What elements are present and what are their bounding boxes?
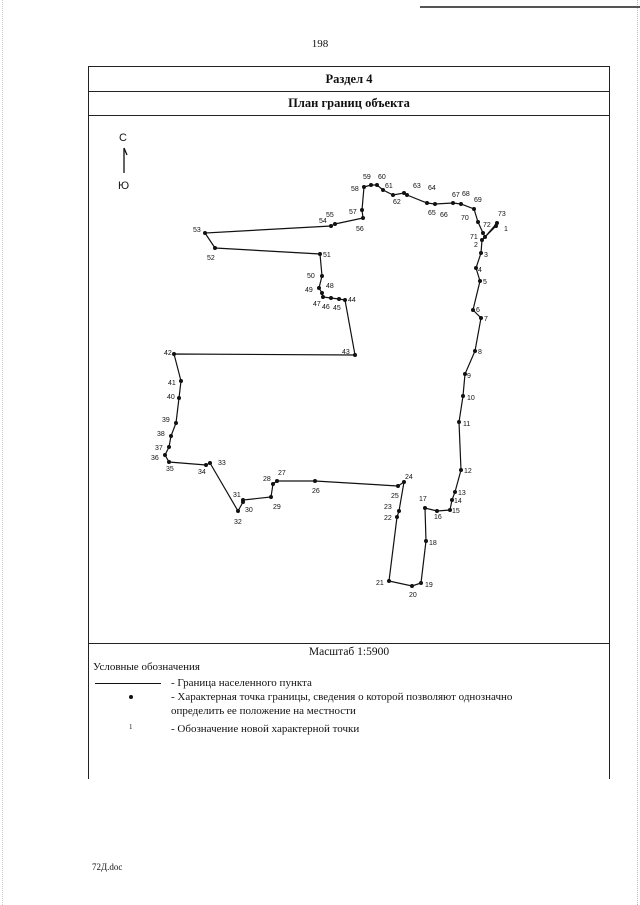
- point-label-53: 53: [193, 227, 201, 234]
- boundary-point-47: [321, 295, 325, 299]
- boundary-point-34: [204, 463, 208, 467]
- boundary-point-64: [405, 193, 409, 197]
- point-label-54: 54: [319, 218, 327, 225]
- boundary-point-51: [318, 252, 322, 256]
- boundary-point-43: [353, 353, 357, 357]
- point-label-32: 32: [234, 519, 242, 526]
- boundary-point-31: [241, 500, 245, 504]
- point-label-21: 21: [376, 580, 384, 587]
- point-label-72: 72: [483, 222, 491, 229]
- boundary-point-36: [163, 453, 167, 457]
- point-label-26: 26: [312, 488, 320, 495]
- point-label-56: 56: [356, 226, 364, 233]
- boundary-point-54: [329, 224, 333, 228]
- legend-title: Условные обозначения: [93, 661, 200, 673]
- point-label-36: 36: [151, 455, 159, 462]
- point-label-63: 63: [413, 183, 421, 190]
- point-label-64: 64: [428, 185, 436, 192]
- point-label-44: 44: [348, 297, 356, 304]
- point-label-60: 60: [378, 174, 386, 181]
- point-label-30: 30: [245, 507, 253, 514]
- point-label-13: 13: [458, 490, 466, 497]
- boundary-point-19: [419, 581, 423, 585]
- point-label-19: 19: [425, 582, 433, 589]
- point-label-71: 71: [470, 234, 478, 241]
- point-label-10: 10: [467, 395, 475, 402]
- boundary-point-73: [495, 221, 499, 225]
- point-label-69: 69: [474, 197, 482, 204]
- boundary-point-22: [395, 515, 399, 519]
- compass-south-label: Ю: [118, 180, 130, 192]
- point-label-57: 57: [349, 209, 357, 216]
- boundary-point-23: [397, 509, 401, 513]
- boundary-point-46: [329, 296, 333, 300]
- point-label-40: 40: [167, 394, 175, 401]
- boundary-point-48: [320, 291, 324, 295]
- point-label-62: 62: [393, 199, 401, 206]
- point-label-7: 7: [484, 316, 488, 323]
- point-label-52: 52: [207, 255, 215, 262]
- point-label-6: 6: [476, 307, 480, 314]
- point-label-47: 47: [313, 301, 321, 308]
- boundary-point-11: [457, 420, 461, 424]
- point-label-12: 12: [464, 468, 472, 475]
- boundary-point-27: [275, 479, 279, 483]
- boundary-point-60: [375, 183, 379, 187]
- boundary-point-29: [269, 495, 273, 499]
- plan-subtitle: План границ объекта: [89, 91, 609, 116]
- point-label-22: 22: [384, 515, 392, 522]
- boundary-point-16: [435, 509, 439, 513]
- boundary-point-68: [459, 202, 463, 206]
- settlement-boundary: [165, 185, 497, 586]
- point-label-49: 49: [305, 287, 313, 294]
- boundary-point-52: [213, 246, 217, 250]
- boundary-point-67: [451, 201, 455, 205]
- boundary-point-12: [459, 468, 463, 472]
- boundary-point-44: [343, 298, 347, 302]
- boundary-point-59: [369, 183, 373, 187]
- section-title: Раздел 4: [89, 67, 609, 92]
- legend-text: - Характерная точка границы, сведения о которой позволяют однозначно: [171, 691, 513, 703]
- boundary-point-65: [425, 201, 429, 205]
- boundary-point-8: [473, 349, 477, 353]
- point-label-5: 5: [483, 279, 487, 286]
- point-label-1: 1: [504, 226, 508, 233]
- compass-north-label: С: [119, 132, 127, 144]
- boundary-point-71: [481, 231, 485, 235]
- point-label-50: 50: [307, 273, 315, 280]
- point-label-58: 58: [351, 186, 359, 193]
- legend-text: - Граница населенного пункта: [171, 677, 312, 689]
- point-label-14: 14: [454, 498, 462, 505]
- boundary-point-72: [483, 235, 487, 239]
- point-label-23: 23: [384, 504, 392, 511]
- boundary-point-32: [236, 509, 240, 513]
- boundary-point-20: [410, 584, 414, 588]
- point-label-3: 3: [484, 252, 488, 259]
- point-label-51: 51: [323, 252, 331, 259]
- boundary-point-17: [423, 506, 427, 510]
- point-label-42: 42: [164, 350, 172, 357]
- point-label-55: 55: [326, 212, 334, 219]
- point-label-70: 70: [461, 215, 469, 222]
- point-label-48: 48: [326, 283, 334, 290]
- point-label-24: 24: [405, 474, 413, 481]
- point-label-17: 17: [419, 496, 427, 503]
- boundary-point-40: [177, 396, 181, 400]
- point-label-34: 34: [198, 469, 206, 476]
- boundary-point-5: [478, 279, 482, 283]
- point-label-68: 68: [462, 191, 470, 198]
- legend-text: - Обозначение новой характерной точки: [171, 723, 360, 735]
- point-label-37: 37: [155, 445, 163, 452]
- boundary-point-6: [471, 308, 475, 312]
- point-label-46: 46: [322, 304, 330, 311]
- file-name: 72Д.doc: [92, 862, 123, 872]
- point-label-31: 31: [233, 492, 241, 499]
- boundary-point-38: [169, 434, 173, 438]
- boundary-point-53: [203, 231, 207, 235]
- point-label-45: 45: [333, 305, 341, 312]
- page-number: 198: [311, 38, 329, 50]
- boundary-point-49: [317, 286, 321, 290]
- point-label-43: 43: [342, 349, 350, 356]
- boundary-point-56: [361, 216, 365, 220]
- boundary-point-66: [433, 202, 437, 206]
- point-label-11: 11: [463, 421, 471, 428]
- point-label-8: 8: [478, 349, 482, 356]
- point-label-41: 41: [168, 380, 176, 387]
- point-label-67: 67: [452, 192, 460, 199]
- boundary-point-26: [313, 479, 317, 483]
- boundary-point-58: [362, 185, 366, 189]
- legend-text: определить ее положение на местности: [171, 705, 356, 717]
- boundary-point-18: [424, 539, 428, 543]
- point-label-28: 28: [263, 476, 271, 483]
- point-label-29: 29: [273, 504, 281, 511]
- boundary-point-50: [320, 274, 324, 278]
- boundary-point-3: [479, 251, 483, 255]
- point-label-18: 18: [429, 540, 437, 547]
- point-label-20: 20: [409, 592, 417, 599]
- point-label-73: 73: [498, 211, 506, 218]
- boundary-point-7: [479, 316, 483, 320]
- boundary-point-39: [174, 421, 178, 425]
- point-label-35: 35: [166, 466, 174, 473]
- boundary-point-42: [172, 352, 176, 356]
- point-label-39: 39: [162, 417, 170, 424]
- boundary-point-10: [461, 394, 465, 398]
- boundary-point-70: [476, 220, 480, 224]
- new-point-symbol: 1: [129, 723, 133, 731]
- point-label-33: 33: [218, 460, 226, 467]
- point-label-2: 2: [474, 242, 478, 249]
- compass: [118, 132, 129, 192]
- point-label-27: 27: [278, 470, 286, 477]
- boundary-point-2: [480, 238, 484, 242]
- point-label-9: 9: [467, 373, 471, 380]
- point-label-16: 16: [434, 514, 442, 521]
- scale-text: Масштаб 1:5900: [89, 643, 609, 658]
- point-label-25: 25: [391, 493, 399, 500]
- point-label-65: 65: [428, 210, 436, 217]
- boundary-point-25: [396, 484, 400, 488]
- boundary-point-45: [337, 297, 341, 301]
- boundary-point-28: [271, 482, 275, 486]
- point-label-4: 4: [478, 267, 482, 274]
- boundary-point-55: [333, 222, 337, 226]
- characteristic-points: [151, 174, 508, 599]
- point-label-38: 38: [157, 431, 165, 438]
- point-label-59: 59: [363, 174, 371, 181]
- point-label-66: 66: [440, 212, 448, 219]
- boundary-point-37: [167, 445, 171, 449]
- boundary-point-57: [360, 208, 364, 212]
- point-label-15: 15: [452, 508, 460, 515]
- boundary-point-62: [391, 193, 395, 197]
- point-label-61: 61: [385, 183, 393, 190]
- boundary-point-21: [387, 579, 391, 583]
- boundary-point-13: [453, 490, 457, 494]
- boundary-point-41: [179, 379, 183, 383]
- boundary-point-33: [208, 461, 212, 465]
- boundary-point-35: [167, 460, 171, 464]
- boundary-point-69: [472, 207, 476, 211]
